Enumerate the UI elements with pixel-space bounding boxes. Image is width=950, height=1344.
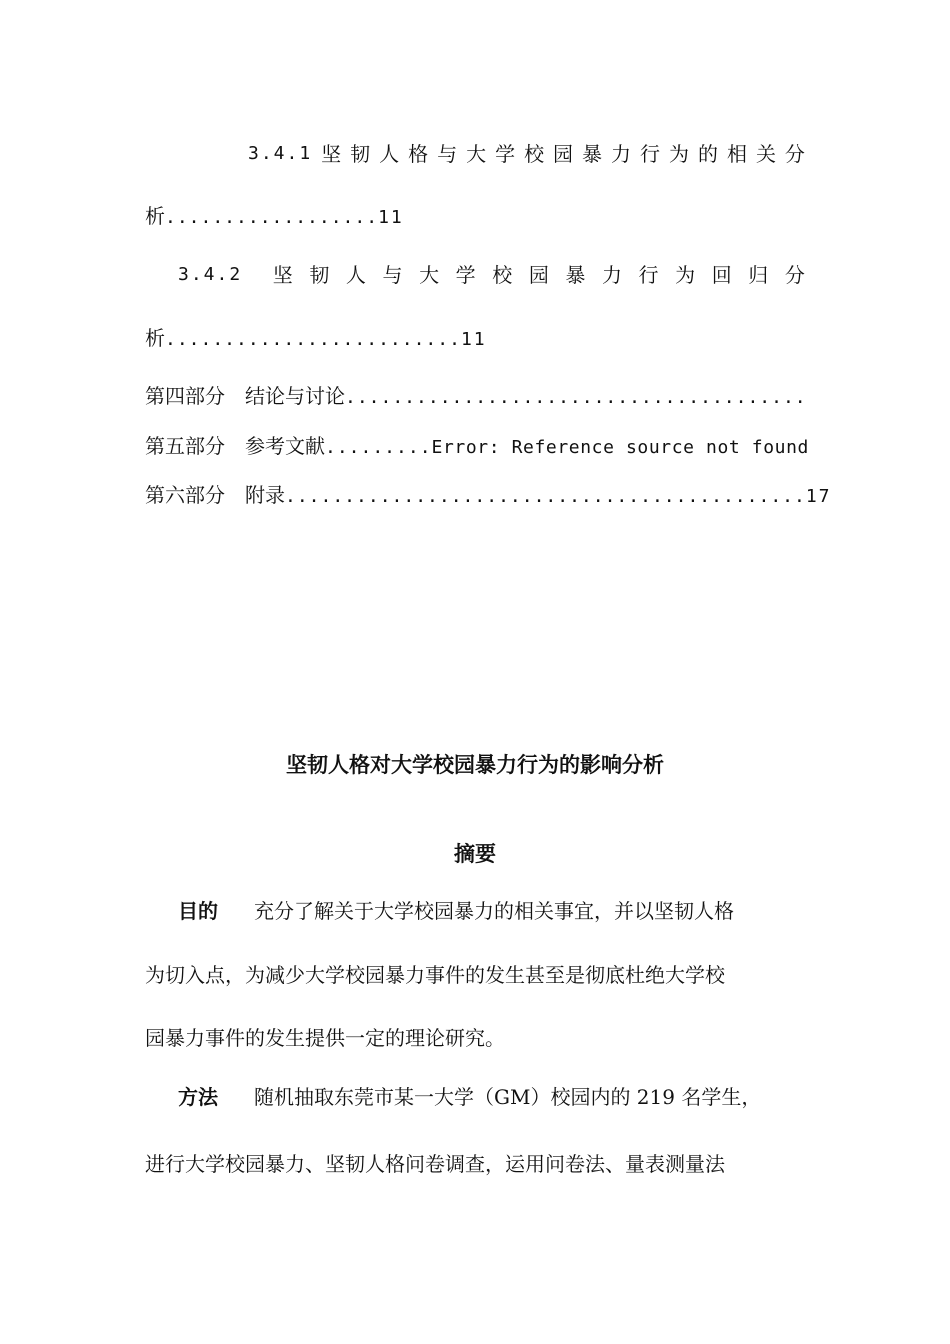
toc-char: 园 bbox=[528, 263, 549, 287]
purpose-line-3: 园暴力事件的发生提供一定的理论研究。 bbox=[145, 1026, 505, 1050]
toc-entry-3-4-2-line2[interactable] bbox=[145, 326, 487, 352]
toc-char: 为 bbox=[675, 263, 696, 287]
toc-label: 3.4.1 bbox=[248, 143, 313, 164]
toc-char: 校 bbox=[492, 263, 513, 287]
purpose-lead: 目的 bbox=[178, 899, 218, 923]
toc-leader-dots: .................. bbox=[165, 207, 379, 228]
toc-continuation: 析 bbox=[145, 204, 165, 228]
toc-char: 归 bbox=[748, 263, 769, 287]
toc-reference-error: Error: Reference source not found bbox=[431, 437, 809, 458]
toc-char: 坚 bbox=[321, 142, 342, 166]
method-line-1 bbox=[178, 1085, 838, 1109]
toc-char: 行 bbox=[640, 142, 660, 166]
article-title: 坚韧人格对大学校园暴力行为的影响分析 bbox=[286, 753, 664, 777]
toc-part-title: 参考文献 bbox=[245, 434, 325, 458]
toc-part-label: 第六部分 bbox=[145, 483, 225, 507]
toc-char: 大 bbox=[419, 263, 440, 287]
toc-char: 韧 bbox=[350, 142, 371, 166]
toc-entry-3-4-1-line1 bbox=[248, 142, 805, 166]
toc-part-title: 附录 bbox=[245, 483, 285, 507]
toc-leader-dots: ............................................ bbox=[285, 486, 806, 507]
toc-char: 韧 bbox=[309, 263, 330, 287]
toc-char: 坚 bbox=[272, 263, 293, 287]
toc-page-number: 17 bbox=[805, 486, 832, 507]
toc-char: 关 bbox=[755, 142, 776, 166]
method-text: 随机抽取东莞市某一大学（GM）校园内的 219 名学生， bbox=[254, 1085, 762, 1109]
toc-entry-part6[interactable] bbox=[145, 483, 832, 509]
toc-char: 暴 bbox=[565, 263, 586, 287]
purpose-text: 充分了解关于大学校园暴力的相关事宜，并以坚韧人格 bbox=[254, 899, 734, 923]
method-line-2: 进行大学校园暴力、坚韧人格问卷调查，运用问卷法、量表测量法 bbox=[145, 1152, 725, 1176]
toc-char: 暴 bbox=[582, 142, 603, 166]
toc-char: 与 bbox=[382, 263, 403, 287]
toc-char: 校 bbox=[524, 142, 545, 166]
toc-char: 学 bbox=[455, 263, 476, 287]
toc-char: 大 bbox=[466, 142, 487, 166]
toc-entry-part5[interactable] bbox=[145, 434, 809, 460]
toc-char: 力 bbox=[611, 142, 632, 166]
toc-entry-3-4-1-line2[interactable] bbox=[145, 204, 404, 230]
toc-char: 与 bbox=[437, 142, 458, 166]
toc-char: 的 bbox=[697, 142, 718, 166]
toc-char: 相 bbox=[726, 142, 747, 166]
toc-char: 学 bbox=[495, 142, 516, 166]
toc-char: 人 bbox=[379, 142, 400, 166]
toc-char: 力 bbox=[601, 263, 622, 287]
toc-char: 人 bbox=[345, 263, 366, 287]
toc-char: 分 bbox=[784, 142, 805, 166]
toc-part-label: 第五部分 bbox=[145, 434, 225, 458]
purpose-line-2: 为切入点，为减少大学校园暴力事件的发生甚至是彻底杜绝大学校 bbox=[145, 963, 725, 987]
toc-part-label: 第四部分 bbox=[145, 384, 225, 408]
toc-part-title: 结论与讨论 bbox=[245, 384, 345, 408]
toc-char: 行 bbox=[638, 263, 659, 287]
toc-char: 园 bbox=[553, 142, 574, 166]
method-lead: 方法 bbox=[178, 1085, 218, 1109]
toc-label: 3.4.2 bbox=[178, 264, 243, 285]
toc-leader-dots: ......................... bbox=[165, 329, 461, 350]
toc-char: 格 bbox=[408, 142, 429, 166]
toc-page-number: 11 bbox=[460, 329, 487, 350]
toc-continuation: 析 bbox=[145, 326, 165, 350]
toc-leader-dots: ....................................... bbox=[345, 387, 807, 408]
toc-char: 分 bbox=[784, 263, 805, 287]
toc-entry-3-4-2-line1 bbox=[178, 263, 805, 287]
abstract-heading: 摘要 bbox=[454, 842, 496, 866]
toc-entry-part4[interactable] bbox=[145, 384, 807, 410]
toc-page-number: 11 bbox=[378, 207, 404, 228]
toc-char: 回 bbox=[711, 263, 732, 287]
purpose-line-1 bbox=[178, 899, 838, 923]
toc-char: 为 bbox=[668, 142, 689, 166]
toc-leader-dots: ......... bbox=[325, 437, 432, 458]
